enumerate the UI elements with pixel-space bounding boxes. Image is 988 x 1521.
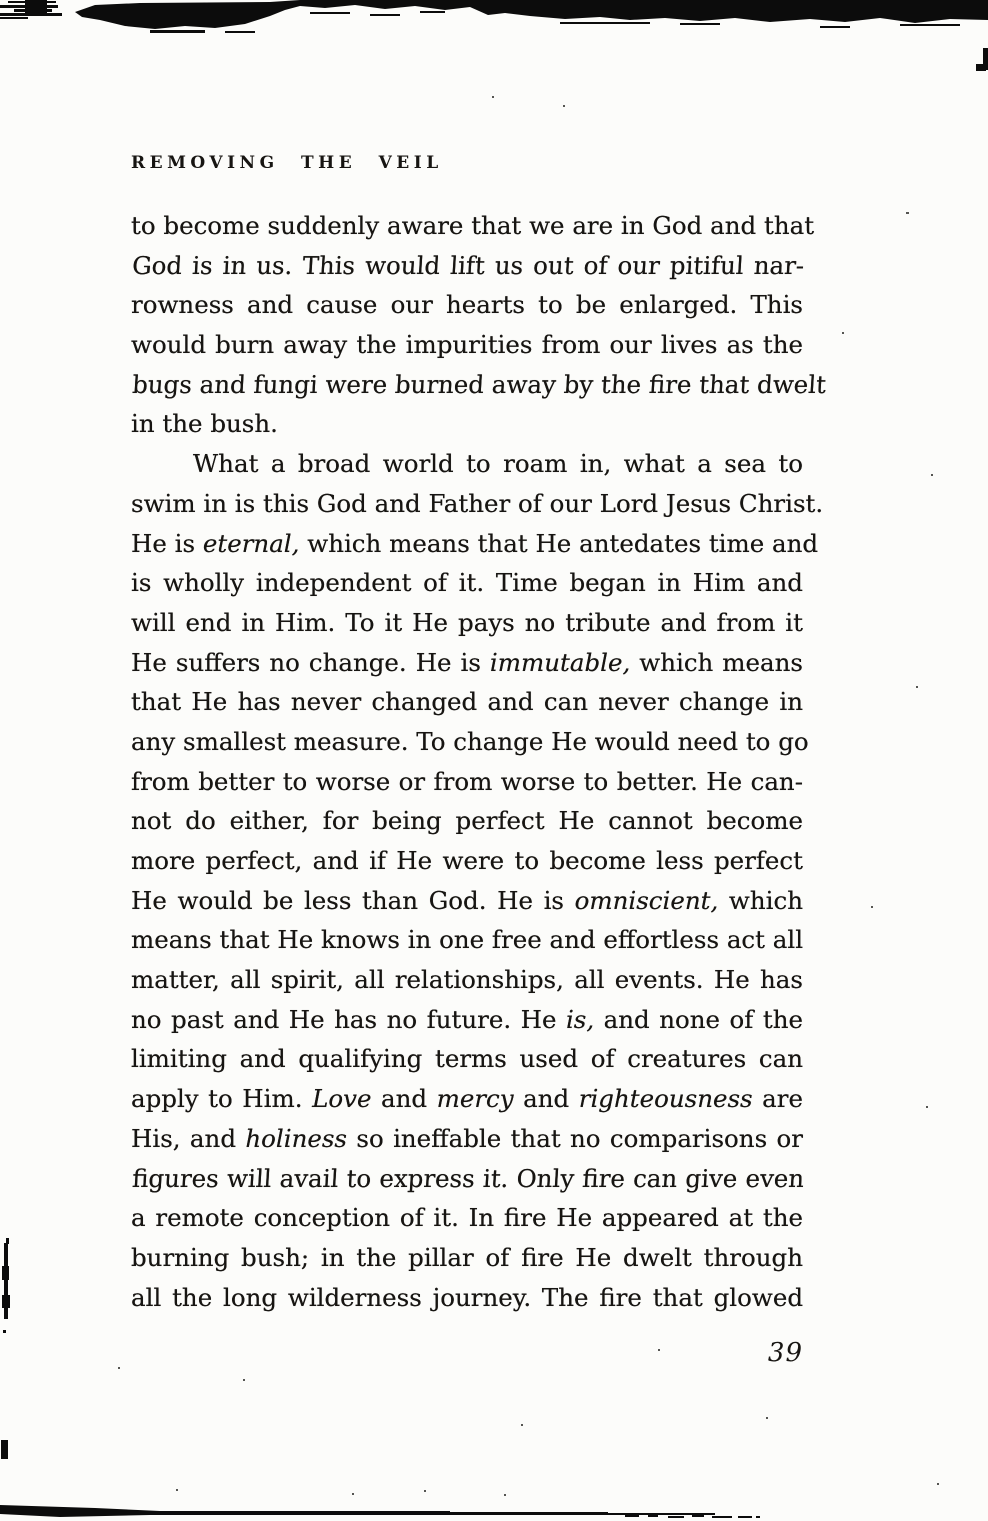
- text-line: [131, 484, 824, 524]
- text-segment: figures will avail to express it. Only fire can give even: [131, 1163, 806, 1193]
- body-text: [131, 206, 827, 1317]
- italic-text-segment: mercy: [436, 1084, 514, 1114]
- text-segment: which means that He antedates time and: [299, 528, 819, 558]
- text-line: [131, 1159, 805, 1199]
- scan-noise-top-band: [75, 0, 988, 71]
- text-line: [131, 762, 803, 802]
- text-segment: in the bush.: [131, 409, 278, 439]
- text-segment: and none of the: [594, 1004, 803, 1034]
- text-line: [131, 404, 803, 444]
- text-line: [131, 1278, 803, 1318]
- text-line: [131, 246, 805, 286]
- text-segment: are: [752, 1084, 803, 1114]
- text-segment: He would be less than God. He is: [131, 885, 575, 915]
- text-line: [131, 1079, 803, 1119]
- italic-text-segment: is,: [565, 1004, 595, 1034]
- text-line: [131, 801, 803, 841]
- text-segment: would burn away the impurities from our lives as the: [131, 330, 803, 360]
- italic-text-segment: righteousness: [578, 1084, 753, 1114]
- text-segment: He is: [131, 528, 203, 558]
- text-line: [131, 682, 803, 722]
- text-segment: will end in Him. To it He pays no tribute and from it: [131, 607, 803, 637]
- text-segment: swim in is this God and Father of our Lord Jesus Christ.: [131, 488, 824, 518]
- italic-text-segment: immutable,: [489, 647, 631, 677]
- text-line: [131, 1000, 803, 1040]
- text-segment: any smallest measure. To change He would need to go: [131, 726, 809, 756]
- text-segment: and: [371, 1084, 437, 1114]
- text-segment: apply to Him.: [131, 1084, 313, 1114]
- text-line: [131, 1039, 803, 1079]
- text-segment: matter, all spirit, all relationships, all events. He has: [131, 965, 803, 995]
- text-line: [131, 960, 803, 1000]
- text-segment: all the long wilderness journey. The fire that glowed: [131, 1282, 803, 1312]
- text-line: [131, 881, 803, 921]
- text-segment: What a broad world to roam in, what a sea to: [193, 449, 803, 479]
- text-line: [131, 206, 815, 246]
- text-segment: His, and: [131, 1123, 246, 1153]
- text-segment: so ineffable that no comparisons or: [347, 1123, 803, 1153]
- text-segment: not do either, for being perfect He cannot become: [131, 806, 803, 836]
- text-segment: that He has never changed and can never change in: [131, 687, 803, 717]
- text-line: [131, 643, 803, 683]
- text-line: [131, 444, 803, 484]
- text-line: [131, 841, 803, 881]
- text-line: [131, 920, 803, 960]
- italic-text-segment: eternal,: [202, 528, 300, 558]
- italic-text-segment: omniscient,: [574, 885, 719, 915]
- text-line: [131, 285, 803, 325]
- running-header: REMOVING THE VEIL: [131, 153, 443, 173]
- text-segment: to become suddenly aware that we are in God and that: [131, 211, 815, 240]
- text-segment: more perfect, and if He were to become less perfect: [131, 846, 803, 875]
- page-number: 39: [767, 1338, 803, 1368]
- text-line: [131, 563, 803, 603]
- text-segment: He suffers no change. He is: [131, 647, 490, 677]
- text-line: [131, 722, 809, 762]
- text-segment: which means: [630, 647, 803, 677]
- text-segment: means that He knows in one free and effortless act all: [131, 925, 804, 955]
- text-segment: no past and He has no future. He: [131, 1004, 566, 1034]
- text-line: [131, 1119, 803, 1159]
- scan-noise-top-left-stripes: [0, 0, 62, 19]
- text-segment: and: [513, 1084, 579, 1114]
- italic-text-segment: holiness: [245, 1123, 347, 1153]
- text-line: [131, 1198, 803, 1238]
- text-line: [131, 524, 819, 564]
- text-segment: from better to worse or from worse to better. He can-: [131, 766, 803, 796]
- text-segment: a remote conception of it. In fire He appeared at the: [131, 1203, 803, 1233]
- text-line: [131, 603, 803, 643]
- text-line: [131, 365, 827, 405]
- scan-noise-left-edge: [1, 1238, 10, 1459]
- text-segment: rowness and cause our hearts to be enlarged. This: [131, 290, 803, 320]
- text-segment: limiting and qualifying terms used of creatures can: [131, 1044, 803, 1074]
- text-line: [131, 1238, 803, 1278]
- italic-text-segment: Love: [312, 1084, 372, 1114]
- text-line: [131, 325, 803, 365]
- scan-noise-bottom-line: [0, 1505, 760, 1518]
- text-segment: which: [718, 885, 803, 915]
- text-segment: bugs and fungi were burned away by the fire that dwelt: [131, 369, 827, 399]
- text-segment: is wholly independent of it. Time began in Him and: [131, 568, 803, 598]
- text-segment: burning bush; in the pillar of fire He dwelt through: [131, 1242, 803, 1272]
- text-segment: God is in us. This would lift us out of our pitiful nar-: [131, 250, 806, 280]
